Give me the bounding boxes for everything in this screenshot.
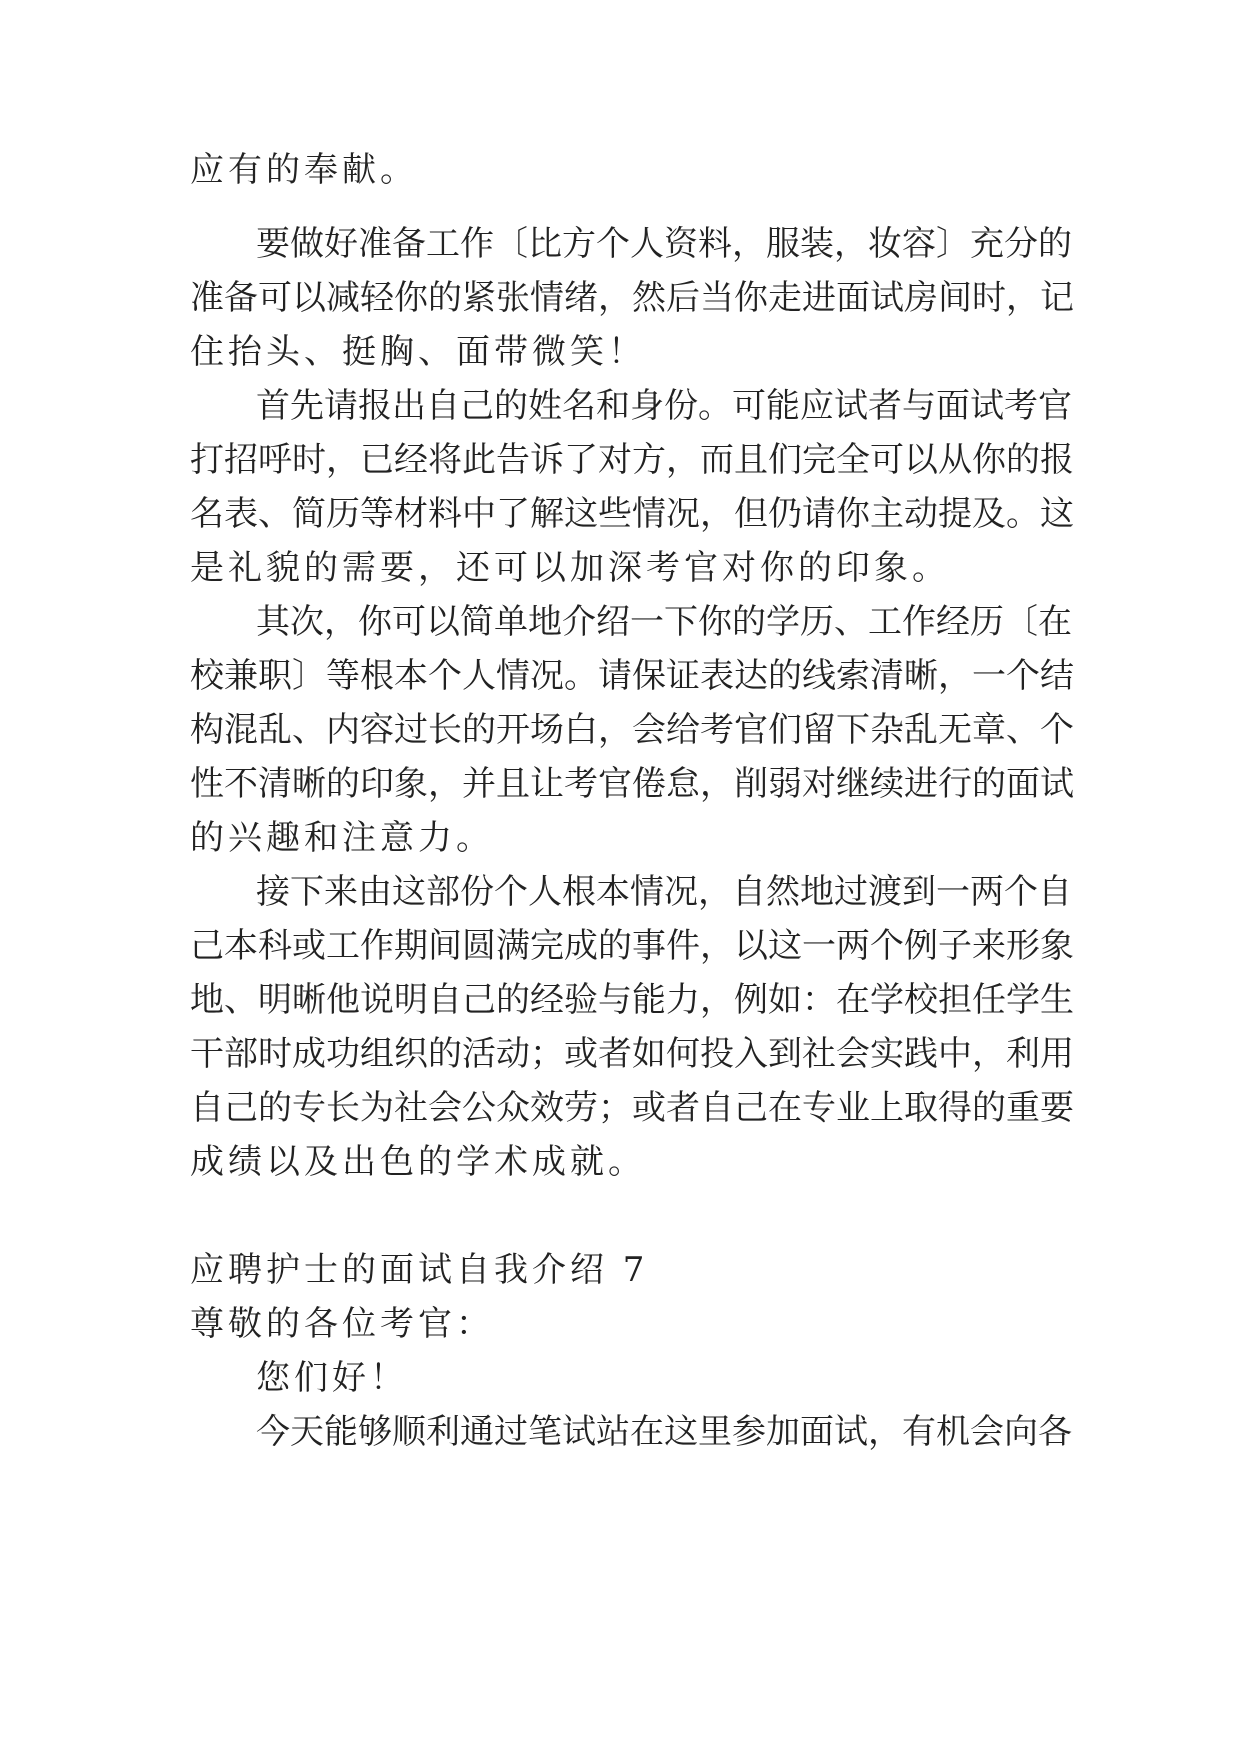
- paragraph-line: 构混乱、内容过长的开场白，会给考官们留下杂乱无章、个: [190, 710, 1074, 750]
- paragraph-line: 干部时成功组织的活动；或者如何投入到社会实践中，利用: [190, 1034, 1074, 1074]
- salutation: 尊敬的各位考官：: [190, 1304, 494, 1344]
- paragraph-line: 自己的专长为社会公众效劳；或者自己在专业上取得的重要: [190, 1088, 1074, 1128]
- paragraph-line: 要做好准备工作〔比方个人资料，服装，妆容〕充分的: [256, 224, 1072, 264]
- paragraph-line: 今天能够顺利通过笔试站在这里参加面试，有机会向各: [256, 1412, 1072, 1452]
- paragraph-line: 名表、简历等材料中了解这些情况，但仍请你主动提及。这: [190, 494, 1074, 534]
- paragraph-line: 住抬头、挺胸、面带微笑！: [190, 332, 646, 372]
- greeting: 您们好！: [256, 1358, 408, 1398]
- paragraph-line: 地、明晰他说明自己的经验与能力，例如：在学校担任学生: [190, 980, 1074, 1020]
- paragraph-line: 是礼貌的需要，还可以加深考官对你的印象。: [190, 548, 950, 588]
- paragraph-line: 的兴趣和注意力。: [190, 818, 494, 858]
- paragraph-line: 准备可以减轻你的紧张情绪，然后当你走进面试房间时，记: [190, 278, 1074, 318]
- section-heading: 应聘护士的面试自我介绍 7: [190, 1250, 649, 1290]
- paragraph-line: 性不清晰的印象，并且让考官倦怠，削弱对继续进行的面试: [190, 764, 1074, 804]
- paragraph-line: 接下来由这部份个人根本情况，自然地过渡到一两个自: [256, 872, 1072, 912]
- paragraph-line: 成绩以及出色的学术成就。: [190, 1142, 646, 1182]
- paragraph-line: 打招呼时，已经将此告诉了对方，而且们完全可以从你的报: [190, 440, 1074, 480]
- paragraph-line: 校兼职〕等根本个人情况。请保证表达的线索清晰，一个结: [190, 656, 1074, 696]
- paragraph-line: 其次，你可以简单地介绍一下你的学历、工作经历〔在: [256, 602, 1072, 642]
- paragraph-line: 己本科或工作期间圆满完成的事件，以这一两个例子来形象: [190, 926, 1074, 966]
- paragraph-line: 首先请报出自己的姓名和身份。可能应试者与面试考官: [256, 386, 1072, 426]
- paragraph-line: 应有的奉献。: [190, 150, 418, 190]
